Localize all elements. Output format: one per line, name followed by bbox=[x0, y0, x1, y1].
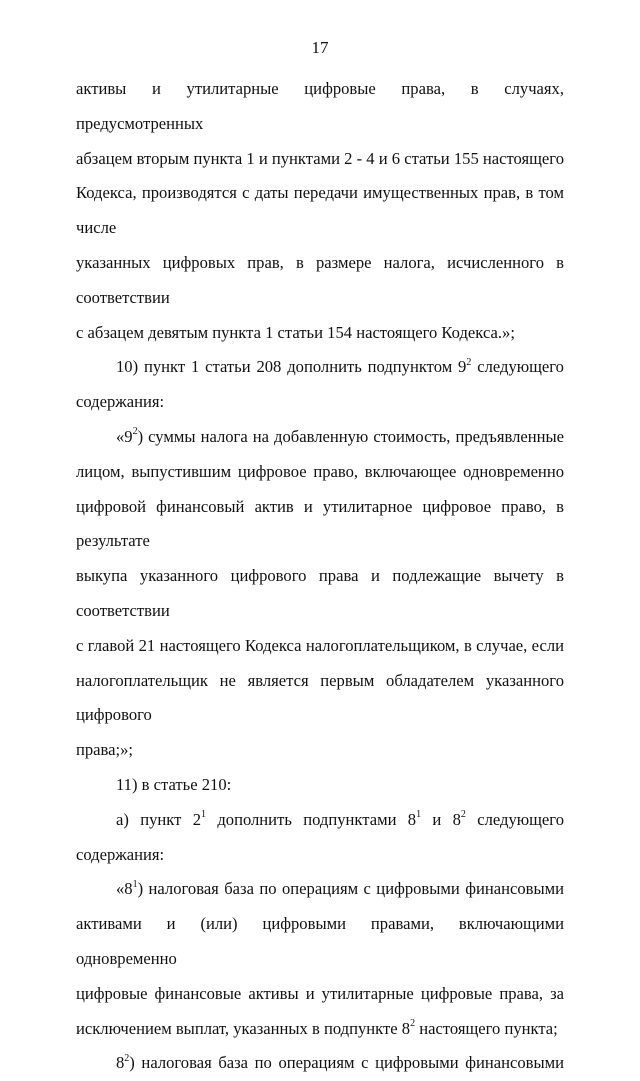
paragraph-line: права;»; bbox=[76, 740, 134, 760]
paragraph-line: 11) в статье 210: bbox=[116, 774, 232, 794]
text-run: исключением выплат, указанных в подпункте 8 bbox=[76, 1018, 411, 1038]
paragraph-line: указанных цифровых прав, в размере налога, исчисленного в соответствии bbox=[76, 252, 564, 307]
paragraph-line bbox=[76, 803, 564, 873]
text-run: ) налоговая база по операциям с цифровыми финансовыми bbox=[137, 879, 564, 899]
text-run: ) налоговая база по операциям с цифровыми финансовыми bbox=[129, 1053, 564, 1073]
paragraph-line: цифровые финансовые активы и утилитарные цифровые права, за bbox=[76, 983, 564, 1003]
paragraph-line: выкупа указанного цифрового права и подлежащие вычету в соответствии bbox=[76, 566, 564, 620]
paragraph-line: налогоплательщик не является первым обладателем указанного цифрового bbox=[76, 670, 564, 725]
superscript: 2 bbox=[410, 1017, 416, 1029]
paragraph-line: лицом, выпустившим цифровое право, включающее одновременно bbox=[76, 461, 564, 481]
paragraph-line bbox=[76, 420, 564, 455]
paragraph-line bbox=[76, 350, 564, 385]
paragraph-line bbox=[76, 872, 564, 907]
paragraph-line: цифровой финансовый актив и утилитарное цифровое право, в результате bbox=[76, 496, 564, 551]
text-run: и 8 bbox=[421, 809, 461, 829]
paragraph-line: содержания: bbox=[76, 392, 165, 412]
superscript: 1 bbox=[132, 878, 138, 890]
superscript: 1 bbox=[416, 809, 422, 821]
paragraph-line: Кодекса, производятся с даты передачи имущественных прав, в том числе bbox=[76, 183, 564, 238]
text-run: «9 bbox=[116, 426, 133, 446]
page-number: 17 bbox=[311, 38, 329, 57]
superscript: 2 bbox=[124, 1052, 130, 1064]
paragraph-line: абзацем вторым пункта 1 и пунктами 2 - 4 и 6 статьи 155 настоящего bbox=[76, 148, 564, 168]
text-run: «8 bbox=[116, 879, 133, 899]
superscript: 2 bbox=[132, 426, 138, 438]
text-run: следующего bbox=[471, 357, 564, 377]
text-run: дополнить подпунктами 8 bbox=[206, 809, 417, 829]
text-run: следующего содержания: bbox=[76, 809, 564, 864]
paragraph-line: активы и утилитарные цифровые права, в случаях, предусмотренных bbox=[76, 79, 564, 133]
paragraph-line: активами и (или) цифровыми правами, включающими одновременно bbox=[76, 914, 564, 968]
paragraph-line bbox=[76, 1046, 564, 1081]
superscript: 2 bbox=[466, 356, 472, 368]
paragraph-line bbox=[76, 1012, 564, 1047]
text-run: настоящего пункта; bbox=[415, 1018, 558, 1038]
document-body bbox=[76, 72, 564, 1081]
paragraph-line: с главой 21 настоящего Кодекса налогоплательщиком, в случае, если bbox=[76, 635, 564, 655]
text-run: 8 bbox=[116, 1053, 125, 1073]
text-run: 10) пункт 1 статьи 208 дополнить подпунктом 9 bbox=[116, 357, 467, 377]
superscript: 1 bbox=[201, 809, 206, 821]
superscript: 2 bbox=[460, 809, 466, 821]
paragraph-line: с абзацем девятым пункта 1 статьи 154 настоящего Кодекса.»; bbox=[76, 322, 515, 342]
text-run: ) суммы налога на добавленную стоимость, предъявленные bbox=[137, 426, 564, 446]
text-run: а) пункт 2 bbox=[116, 809, 201, 829]
